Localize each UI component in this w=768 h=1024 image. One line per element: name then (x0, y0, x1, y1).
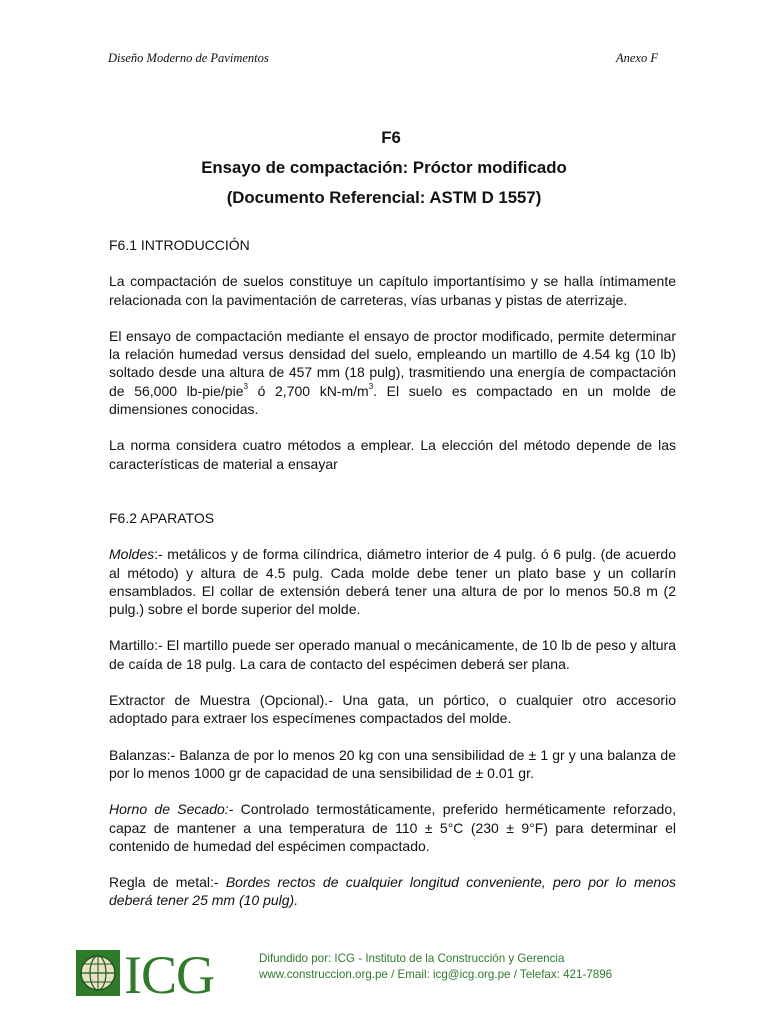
term-horno: Horno de Secado:- (109, 801, 234, 818)
paragraph-intro-3: La norma considera cuatro métodos a emplear. La elección del método depende de las características de material a ensayar (109, 437, 676, 472)
paragraph-martillo: Martillo:- El martillo puede ser operado manual o mecánicamente, de 10 lb de peso y altura de caída de 18 pulg. La cara de contacto del espécimen deberá ser plana. (109, 637, 676, 672)
term-regla: Regla de metal:- (109, 874, 219, 891)
document-body (109, 236, 676, 910)
term-moldes: Moldes (109, 546, 155, 563)
icg-logo (76, 946, 236, 1000)
paragraph-intro-1: La compactación de suelos constituye un capítulo importantísimo y se halla íntimamente relacionada con la pavimentación de carreteras, vías urbanas y pistas de aterrizaje. (109, 273, 676, 308)
section-heading-aparatos: F6.2 APARATOS (109, 509, 215, 526)
page-title: Ensayo de compactación: Próctor modificado (201, 158, 567, 177)
horno-description: Controlado termostáticamente, preferido herméticamente reforzado, capaz de mantener a una temperatura de 110 ± 5°C (230 ± 9°F) para determinar el contenido de humedad del espécimen compactado. (109, 801, 676, 854)
footer-distribution-info (259, 951, 612, 983)
superscript-3: 3 (243, 382, 248, 392)
paragraph-extractor: Extractor de Muestra (Opcional).- Una gata, un pórtico, o cualquier otro accesorio adoptado para extraer los especímenes compactados del molde. (109, 692, 676, 727)
paragraph-moldes (109, 545, 676, 618)
paragraph-intro-2-part-c: . El suelo es compactado en un molde de dimensiones conocidas. (109, 382, 676, 418)
footer-line-distributor: Difundido por: ICG - Instituto de la Construcción y Gerencia (259, 952, 565, 965)
header-annex-label: Anexo F (616, 51, 658, 65)
superscript-3: 3 (368, 382, 374, 392)
section-heading-introduccion: F6.1 INTRODUCCIÓN (109, 237, 250, 253)
page-footer (76, 940, 696, 1000)
paragraph-intro-2-part-a: El ensayo de compactación mediante el ensayo de proctor modificado, permite determinar la relación humedad versus densidad del suelo, empleando un martillo de 4.54 kg (10 lb) soltado desde una altura de 457 mm (18 pulg), trasmitiendo una energía de compactación de 56,000 lb-pie/pie (109, 327, 676, 399)
paragraph-intro-2 (109, 327, 676, 418)
paragraph-horno (109, 800, 676, 855)
paragraph-regla (109, 873, 676, 910)
footer-line-contact: www.construccion.org.pe / Email: icg@icg.org.pe / Telefax: 421-7896 (259, 968, 613, 981)
icg-logo-lettering: ICG (124, 946, 214, 1000)
reference-document: (Documento Referencial: ASTM D 1557) (226, 188, 542, 207)
document-titles (0, 123, 768, 213)
moldes-description: :- metálicos y de forma cilíndrica, diámetro interior de 4 pulg. ó 6 pulg. (de acuerdo al método) y altura de 4.5 pulg. Cada molde debe tener un plato base y un collarín ensamblados. El collar de extensión deberá tener una altura de por lo menos 50.8 m (2 pulg.) sobre el borde superior del molde. (109, 546, 676, 618)
icg-logo-graphic (76, 946, 236, 1000)
header-book-title: Diseño Moderno de Pavimentos (108, 51, 269, 65)
paragraph-intro-2-part-b: ó 2,700 kN-m/m (247, 382, 369, 399)
section-code: F6 (381, 128, 401, 147)
paragraph-balanzas: Balanzas:- Balanza de por lo menos 20 kg con una sensibilidad de ± 1 gr y una balanza de por lo menos 1000 gr de capacidad de una sensibilidad de ± 0.01 gr. (109, 746, 676, 781)
regla-description: Bordes rectos de cualquier longitud conveniente, pero por lo menos deberá tener 25 mm (10 pulg). (109, 874, 677, 909)
